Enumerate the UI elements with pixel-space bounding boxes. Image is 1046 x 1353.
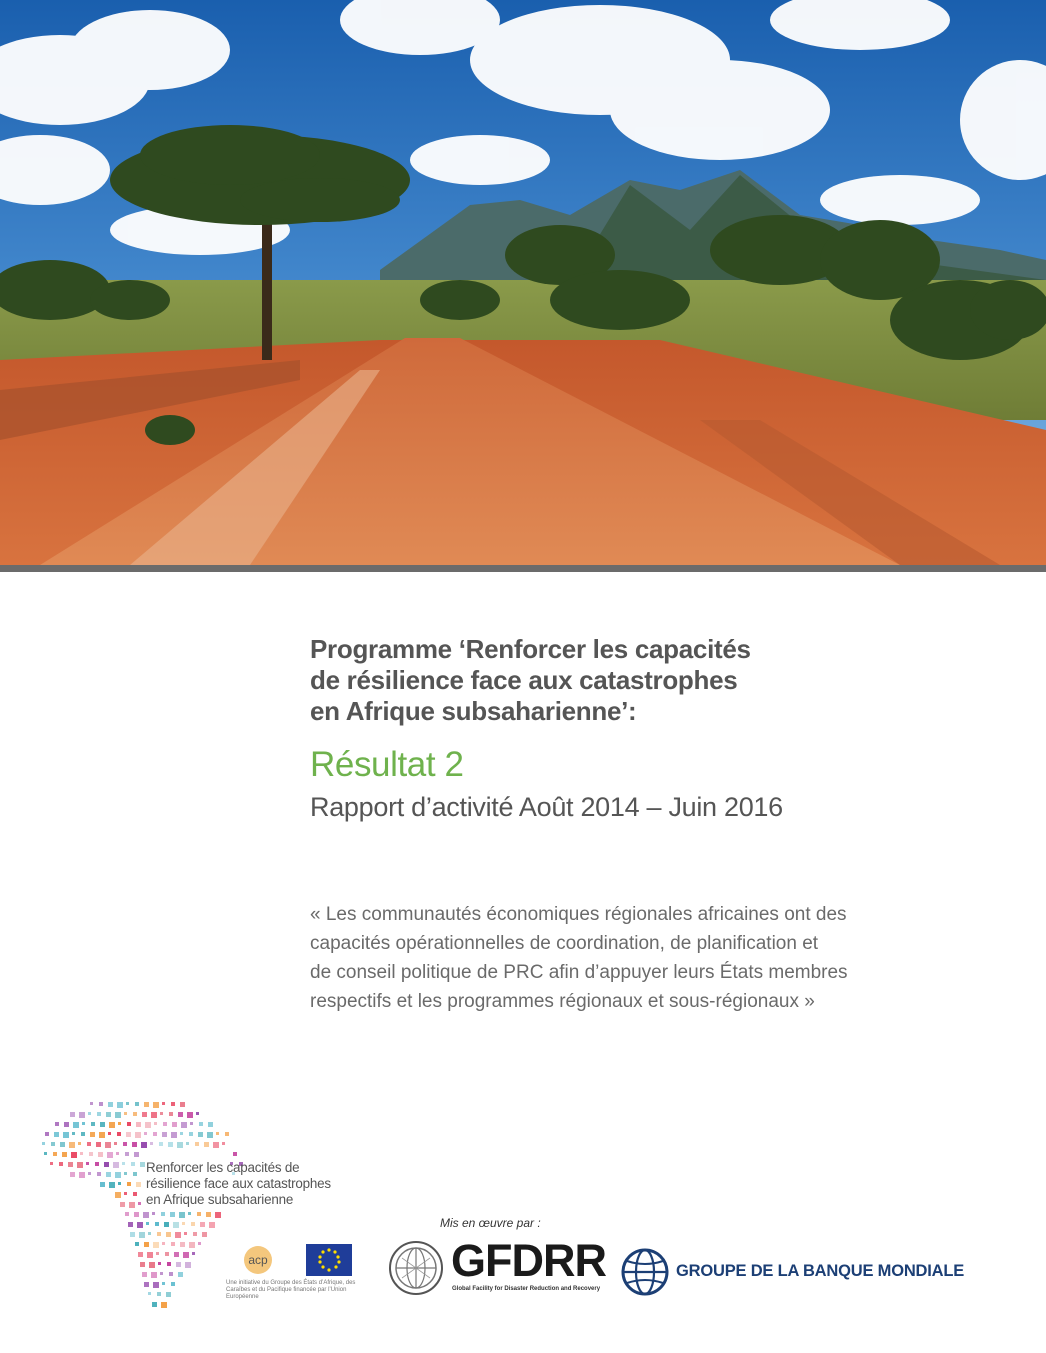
- map-dot: [71, 1152, 77, 1158]
- map-dot: [106, 1112, 111, 1117]
- map-dot: [106, 1172, 111, 1177]
- map-dot: [145, 1122, 151, 1128]
- map-dot: [206, 1212, 211, 1217]
- map-dot: [183, 1252, 189, 1258]
- map-dot: [152, 1212, 155, 1215]
- map-dot: [136, 1182, 141, 1187]
- programme-title-line: de résilience face aux catastrophes: [310, 665, 738, 695]
- map-dot: [151, 1272, 157, 1278]
- map-dot: [195, 1142, 199, 1146]
- map-dot: [142, 1112, 147, 1117]
- acp-logo-icon: [244, 1246, 272, 1274]
- map-dot: [153, 1242, 159, 1248]
- programme-logo-line: Renforcer les capacités de: [146, 1160, 300, 1175]
- map-dot: [144, 1282, 149, 1287]
- map-dot: [91, 1122, 95, 1126]
- map-dot: [152, 1302, 157, 1307]
- map-dot: [124, 1192, 127, 1195]
- map-dot: [160, 1272, 163, 1275]
- map-dot: [125, 1212, 129, 1216]
- map-dot: [81, 1132, 85, 1136]
- map-dot: [146, 1222, 149, 1225]
- report-title: Rapport d’activité Août 2014 – Juin 2016: [310, 792, 783, 822]
- photo-divider: [0, 565, 1046, 572]
- map-dot: [163, 1122, 167, 1126]
- map-dot: [173, 1222, 179, 1228]
- map-dot: [69, 1142, 75, 1148]
- map-dot: [124, 1112, 127, 1115]
- map-dot: [131, 1162, 135, 1166]
- map-dot: [44, 1152, 47, 1155]
- map-dot: [116, 1152, 119, 1155]
- quote-line: « Les communautés économiques régionales africaines ont des: [310, 904, 847, 925]
- map-dot: [55, 1122, 59, 1126]
- map-dot: [149, 1262, 155, 1268]
- map-dot: [162, 1102, 165, 1105]
- map-dot: [204, 1142, 209, 1147]
- map-dot: [166, 1292, 171, 1297]
- map-dot: [159, 1142, 163, 1146]
- map-dot: [188, 1212, 191, 1215]
- programme-title-line: en Afrique subsaharienne’:: [310, 696, 637, 726]
- map-dot: [126, 1132, 131, 1137]
- map-dot: [99, 1132, 105, 1138]
- map-dot: [118, 1122, 121, 1125]
- map-dot: [109, 1122, 115, 1128]
- map-dot: [142, 1272, 147, 1277]
- map-dot: [199, 1122, 203, 1126]
- map-dot: [155, 1222, 159, 1226]
- map-dot: [144, 1102, 149, 1107]
- map-dot: [45, 1132, 49, 1136]
- map-dot: [161, 1212, 165, 1216]
- map-dot: [154, 1122, 157, 1125]
- map-dot: [135, 1242, 139, 1246]
- map-dot: [207, 1132, 213, 1138]
- map-dot: [88, 1112, 91, 1115]
- map-dot: [157, 1232, 161, 1236]
- map-dot: [172, 1122, 177, 1127]
- map-dot: [64, 1122, 69, 1127]
- map-dot: [79, 1172, 85, 1178]
- map-dot: [179, 1212, 185, 1218]
- map-dot: [118, 1182, 121, 1185]
- map-dot: [157, 1292, 161, 1296]
- gfdrr-wordmark: GFDRR: [451, 1235, 606, 1286]
- acp-caption: Une initiative du Groupe des États d’Afrique, des Caraïbes et du Pacifique financée par l’Union Européenne: [226, 1280, 356, 1300]
- map-dot: [136, 1122, 141, 1127]
- map-dot: [187, 1112, 193, 1118]
- map-dot: [171, 1282, 175, 1286]
- programme-logo-line: résilience face aux catastrophes: [146, 1176, 331, 1191]
- map-dot: [216, 1132, 219, 1135]
- map-dot: [178, 1112, 183, 1117]
- map-dot: [115, 1172, 121, 1178]
- acp-eu-logos: [240, 1240, 360, 1280]
- cover-photo: [0, 0, 1046, 565]
- map-dot: [90, 1102, 93, 1105]
- map-dot: [120, 1202, 125, 1207]
- map-dot: [77, 1162, 83, 1168]
- map-dot: [197, 1212, 201, 1216]
- map-dot: [108, 1132, 111, 1135]
- map-dot: [117, 1132, 121, 1136]
- map-dot: [193, 1232, 197, 1236]
- map-dot: [137, 1222, 143, 1228]
- map-dot: [141, 1142, 147, 1148]
- map-dot: [53, 1152, 57, 1156]
- map-dot: [153, 1102, 159, 1108]
- map-dot: [133, 1172, 137, 1176]
- map-dot: [170, 1212, 175, 1217]
- map-dot: [97, 1172, 101, 1176]
- map-dot: [130, 1232, 135, 1237]
- map-dot: [117, 1102, 123, 1108]
- map-dot: [97, 1112, 101, 1116]
- map-dot: [171, 1132, 177, 1138]
- map-dot: [135, 1132, 141, 1138]
- map-dot: [156, 1252, 159, 1255]
- map-dot: [189, 1132, 193, 1136]
- map-dot: [147, 1252, 153, 1258]
- map-dot: [184, 1232, 187, 1235]
- map-dot: [109, 1182, 115, 1188]
- map-dot: [105, 1142, 111, 1148]
- map-dot: [72, 1132, 75, 1135]
- map-dot: [176, 1262, 181, 1267]
- map-dot: [148, 1292, 151, 1295]
- map-dot: [169, 1112, 173, 1116]
- map-dot: [177, 1142, 183, 1148]
- map-dot: [186, 1142, 189, 1145]
- map-dot: [98, 1152, 103, 1157]
- world-bank-name: GROUPE DE LA BANQUE MONDIALE: [676, 1262, 965, 1280]
- map-dot: [153, 1282, 159, 1288]
- quote-line: de conseil politique de PRC afin d’appuyer leurs États membres: [310, 962, 848, 983]
- gfdrr-globe-icon: [388, 1240, 444, 1296]
- map-dot: [162, 1132, 167, 1137]
- map-dot: [200, 1222, 205, 1227]
- map-dot: [233, 1152, 237, 1156]
- map-dot: [158, 1262, 161, 1265]
- map-dot: [162, 1282, 165, 1285]
- map-dot: [50, 1162, 53, 1165]
- map-dot: [60, 1142, 65, 1147]
- quote-line: capacités opérationnelles de coordination, de planification et: [310, 933, 819, 954]
- map-dot: [134, 1212, 139, 1217]
- map-dot: [160, 1112, 163, 1115]
- map-dot: [138, 1202, 141, 1205]
- map-dot: [213, 1142, 219, 1148]
- map-dot: [96, 1142, 101, 1147]
- map-dot: [196, 1112, 199, 1115]
- map-dot: [164, 1222, 169, 1227]
- map-dot: [95, 1162, 99, 1166]
- programme-logo-line: en Afrique subsaharienne: [146, 1192, 294, 1207]
- map-dot: [202, 1232, 207, 1237]
- map-dot: [171, 1102, 175, 1106]
- map-dot: [166, 1232, 171, 1237]
- quote-line: respectifs et les programmes régionaux et sous-régionaux »: [310, 991, 815, 1012]
- map-dot: [151, 1112, 157, 1118]
- map-dot: [168, 1142, 173, 1147]
- map-dot: [143, 1212, 149, 1218]
- map-dot: [153, 1132, 157, 1136]
- map-dot: [100, 1182, 105, 1187]
- map-dot: [89, 1152, 93, 1156]
- map-dot: [162, 1242, 165, 1245]
- map-dot: [167, 1262, 171, 1266]
- map-dot: [115, 1112, 121, 1118]
- map-dot: [209, 1222, 215, 1228]
- programme-title-line: Programme ‘Renforcer les capacités: [310, 634, 751, 664]
- map-dot: [171, 1242, 175, 1246]
- map-dot: [70, 1172, 75, 1177]
- map-dot: [68, 1162, 73, 1167]
- map-dot: [134, 1152, 139, 1157]
- map-dot: [180, 1242, 185, 1247]
- map-dot: [104, 1162, 109, 1167]
- map-dot: [99, 1102, 103, 1106]
- map-dot: [185, 1262, 191, 1268]
- map-dot: [189, 1242, 195, 1248]
- map-dot: [125, 1152, 129, 1156]
- map-dot: [140, 1162, 145, 1167]
- map-dot: [70, 1112, 75, 1117]
- map-dot: [180, 1102, 185, 1107]
- map-dot: [174, 1252, 179, 1257]
- map-dot: [126, 1102, 129, 1105]
- map-dot: [165, 1252, 169, 1256]
- map-dot: [42, 1142, 45, 1145]
- map-dot: [127, 1182, 131, 1186]
- africa-map-logo: [30, 1082, 390, 1342]
- map-dot: [115, 1192, 121, 1198]
- programme-title: [310, 634, 1010, 727]
- map-dot: [113, 1162, 119, 1168]
- map-dot: [63, 1132, 69, 1138]
- map-dot: [180, 1132, 183, 1135]
- map-dot: [135, 1102, 139, 1106]
- map-dot: [138, 1252, 143, 1257]
- map-dot: [190, 1122, 193, 1125]
- map-dot: [132, 1142, 137, 1147]
- map-dot: [108, 1102, 113, 1107]
- map-dot: [78, 1142, 81, 1145]
- map-dot: [79, 1112, 85, 1118]
- map-dot: [182, 1222, 185, 1225]
- map-dot: [100, 1122, 105, 1127]
- map-dot: [54, 1132, 59, 1137]
- map-dot: [148, 1232, 151, 1235]
- map-dot: [82, 1122, 85, 1125]
- map-dot: [144, 1132, 147, 1135]
- map-dot: [86, 1162, 89, 1165]
- map-dot: [191, 1222, 195, 1226]
- map-dot: [192, 1252, 195, 1255]
- map-dot: [123, 1142, 127, 1146]
- map-dot: [124, 1172, 127, 1175]
- eu-flag-icon: [306, 1244, 352, 1276]
- map-dot: [90, 1132, 95, 1137]
- map-dot: [198, 1242, 201, 1245]
- result-title: Résultat 2: [310, 745, 464, 784]
- map-dot: [161, 1302, 167, 1308]
- map-dot: [208, 1122, 213, 1127]
- map-dot: [133, 1112, 137, 1116]
- map-dot: [122, 1162, 125, 1165]
- map-dot: [169, 1272, 173, 1276]
- programme-logo-text: [146, 1160, 386, 1208]
- gfdrr-subtitle: Global Facility for Disaster Reduction and Recovery: [452, 1286, 601, 1292]
- result-quote: [310, 900, 950, 1016]
- map-dot: [139, 1232, 145, 1238]
- map-dot: [62, 1152, 67, 1157]
- map-dot: [150, 1142, 153, 1145]
- map-dot: [88, 1172, 91, 1175]
- map-dot: [73, 1122, 79, 1128]
- map-dot: [225, 1132, 229, 1136]
- map-dot: [129, 1202, 135, 1208]
- world-bank-globe-icon: [621, 1248, 669, 1296]
- map-dot: [87, 1142, 91, 1146]
- map-dot: [80, 1152, 83, 1155]
- map-dot: [198, 1132, 203, 1137]
- implemented-by-label: Mis en œuvre par :: [440, 1216, 541, 1230]
- map-dot: [51, 1142, 55, 1146]
- map-dot: [178, 1272, 183, 1277]
- map-dot: [114, 1142, 117, 1145]
- map-dot: [175, 1232, 181, 1238]
- map-dot: [128, 1222, 133, 1227]
- map-dot: [59, 1162, 63, 1166]
- map-dot: [140, 1262, 145, 1267]
- map-dot: [215, 1212, 221, 1218]
- svg-text:acp: acp: [248, 1253, 268, 1267]
- title-block: [310, 634, 1010, 823]
- map-dot: [222, 1142, 225, 1145]
- map-dot: [133, 1192, 137, 1196]
- map-dot: [144, 1242, 149, 1247]
- map-dot: [127, 1122, 131, 1126]
- map-dot: [107, 1152, 113, 1158]
- map-dot: [181, 1122, 187, 1128]
